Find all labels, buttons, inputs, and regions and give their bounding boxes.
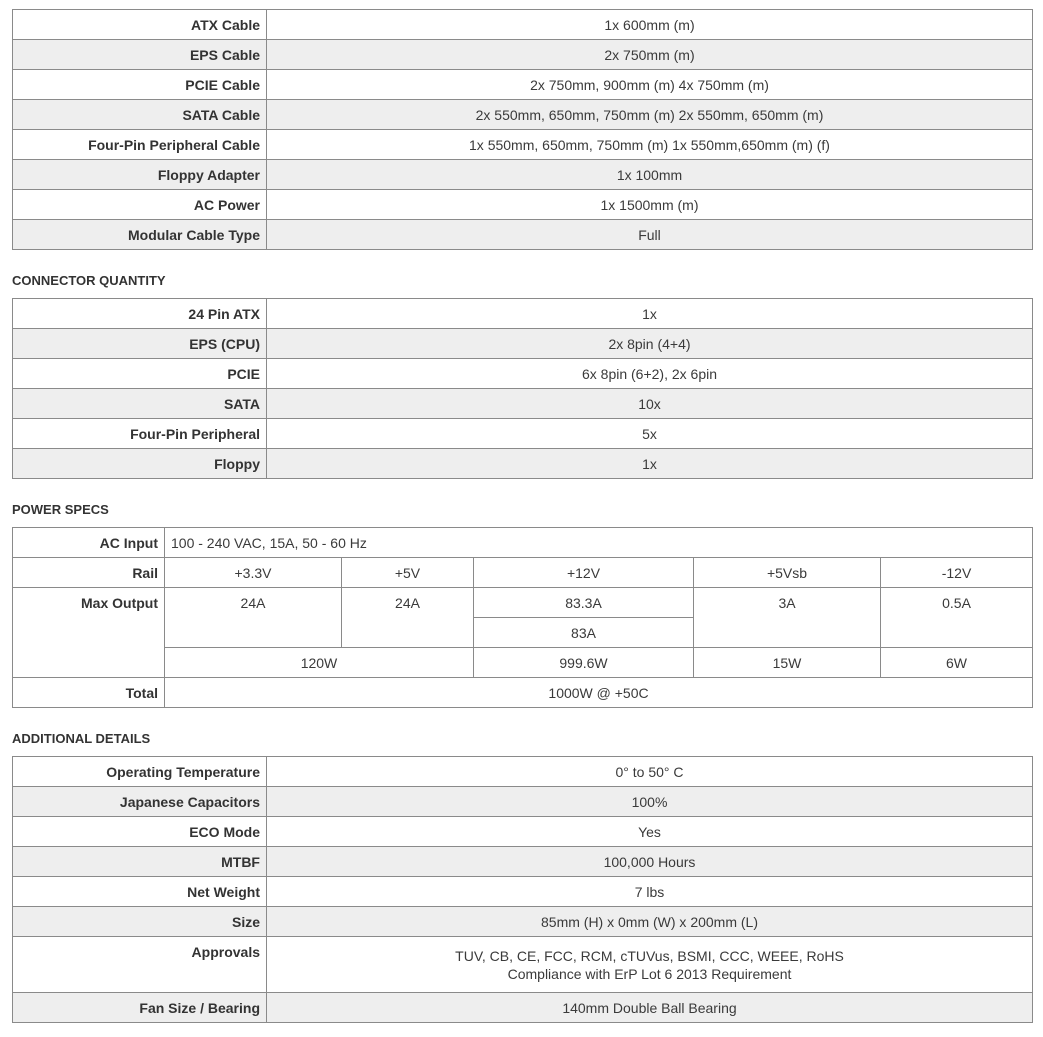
total-value: 1000W @ +50C [165, 678, 1033, 708]
spec-value: 1x 100mm [267, 160, 1033, 190]
spec-label: EPS (CPU) [13, 329, 267, 359]
spec-label: AC Power [13, 190, 267, 220]
spec-value: Yes [267, 817, 1033, 847]
table-row [13, 329, 1033, 359]
max-output-3v3: 24A [165, 588, 342, 648]
connector-quantity-table [12, 298, 1033, 479]
spec-sheet [12, 9, 1032, 1023]
fan-label: Fan Size / Bearing [13, 993, 267, 1023]
watts-12v: 999.6W [474, 648, 694, 678]
table-row [13, 419, 1033, 449]
table-row [13, 817, 1033, 847]
table-row [13, 877, 1033, 907]
spec-label: EPS Cable [13, 40, 267, 70]
spec-value: 7 lbs [267, 877, 1033, 907]
spec-label: ATX Cable [13, 10, 267, 40]
section-title-power-specs: POWER SPECS [12, 502, 109, 517]
spec-value: 1x 550mm, 650mm, 750mm (m) 1x 550mm,650mm (m) (f) [267, 130, 1033, 160]
rail-5vsb: +5Vsb [694, 558, 881, 588]
table-row [13, 10, 1033, 40]
table-row [13, 847, 1033, 877]
approvals-line-1: TUV, CB, CE, FCC, RCM, cTUVus, BSMI, CCC, WEEE, RoHS [455, 947, 844, 964]
spec-value: 85mm (H) x 0mm (W) x 200mm (L) [267, 907, 1033, 937]
ac-input-value: 100 - 240 VAC, 15A, 50 - 60 Hz [165, 528, 1033, 558]
spec-value: 2x 8pin (4+4) [267, 329, 1033, 359]
rail-5v: +5V [342, 558, 474, 588]
spec-value: 5x [267, 419, 1033, 449]
spec-label: Net Weight [13, 877, 267, 907]
table-row [13, 907, 1033, 937]
table-row [13, 648, 1033, 678]
spec-label: PCIE Cable [13, 70, 267, 100]
max-output-12v-a: 83.3A [474, 588, 694, 618]
table-row [13, 40, 1033, 70]
spec-label: Japanese Capacitors [13, 787, 267, 817]
rail-label: Rail [13, 558, 165, 588]
table-row [13, 359, 1033, 389]
rail-neg12v: -12V [881, 558, 1033, 588]
table-row [13, 678, 1033, 708]
spec-value: 6x 8pin (6+2), 2x 6pin [267, 359, 1033, 389]
table-row [13, 937, 1033, 993]
ac-input-label: AC Input [13, 528, 165, 558]
watts-neg12v: 6W [881, 648, 1033, 678]
approvals-value [267, 937, 1033, 993]
spec-label: 24 Pin ATX [13, 299, 267, 329]
spec-value: 10x [267, 389, 1033, 419]
section-title-additional-details: ADDITIONAL DETAILS [12, 731, 151, 746]
max-output-neg12v: 0.5A [881, 588, 1033, 648]
table-row [13, 558, 1033, 588]
table-row [13, 389, 1033, 419]
table-row [13, 588, 1033, 618]
total-label: Total [13, 678, 165, 708]
max-output-12v-b: 83A [474, 618, 694, 648]
spec-value: Full [267, 220, 1033, 250]
spec-value: 1x [267, 299, 1033, 329]
spec-value: 2x 750mm (m) [267, 40, 1033, 70]
max-output-5vsb: 3A [694, 588, 881, 648]
max-output-5v: 24A [342, 588, 474, 648]
spec-label: PCIE [13, 359, 267, 389]
table-row [13, 190, 1033, 220]
section-title-connector-quantity: CONNECTOR QUANTITY [12, 273, 166, 288]
table-row [13, 449, 1033, 479]
cables-table [12, 9, 1033, 250]
spec-label: Modular Cable Type [13, 220, 267, 250]
spec-label: ECO Mode [13, 817, 267, 847]
additional-details-table [12, 756, 1033, 1023]
spec-value: 100,000 Hours [267, 847, 1033, 877]
spec-label: Size [13, 907, 267, 937]
table-row [13, 993, 1033, 1023]
spec-label: Floppy Adapter [13, 160, 267, 190]
table-row [13, 130, 1033, 160]
table-row [13, 757, 1033, 787]
fan-value: 140mm Double Ball Bearing [267, 993, 1033, 1023]
approvals-label: Approvals [13, 937, 267, 993]
table-row [13, 528, 1033, 558]
table-row [13, 70, 1033, 100]
spec-label: Four-Pin Peripheral [13, 419, 267, 449]
spec-value: 1x [267, 449, 1033, 479]
spec-label: Operating Temperature [13, 757, 267, 787]
spec-label: MTBF [13, 847, 267, 877]
spec-label: SATA [13, 389, 267, 419]
spec-label: Floppy [13, 449, 267, 479]
spec-value: 1x 600mm (m) [267, 10, 1033, 40]
approvals-line-2: Compliance with ErP Lot 6 2013 Requirement [507, 965, 792, 982]
rail-3v3: +3.3V [165, 558, 342, 588]
spec-value: 1x 1500mm (m) [267, 190, 1033, 220]
spec-value: 2x 750mm, 900mm (m) 4x 750mm (m) [267, 70, 1033, 100]
table-row [13, 299, 1033, 329]
table-row [13, 220, 1033, 250]
table-row [13, 100, 1033, 130]
rail-12v: +12V [474, 558, 694, 588]
watts-5vsb: 15W [694, 648, 881, 678]
spec-label: Four-Pin Peripheral Cable [13, 130, 267, 160]
watts-3v3-5v: 120W [165, 648, 474, 678]
max-output-label: Max Output [13, 588, 165, 678]
spec-value: 0° to 50° C [267, 757, 1033, 787]
spec-value: 2x 550mm, 650mm, 750mm (m) 2x 550mm, 650mm (m) [267, 100, 1033, 130]
table-row [13, 787, 1033, 817]
spec-label: SATA Cable [13, 100, 267, 130]
power-specs-table [12, 527, 1033, 708]
spec-value: 100% [267, 787, 1033, 817]
table-row [13, 160, 1033, 190]
